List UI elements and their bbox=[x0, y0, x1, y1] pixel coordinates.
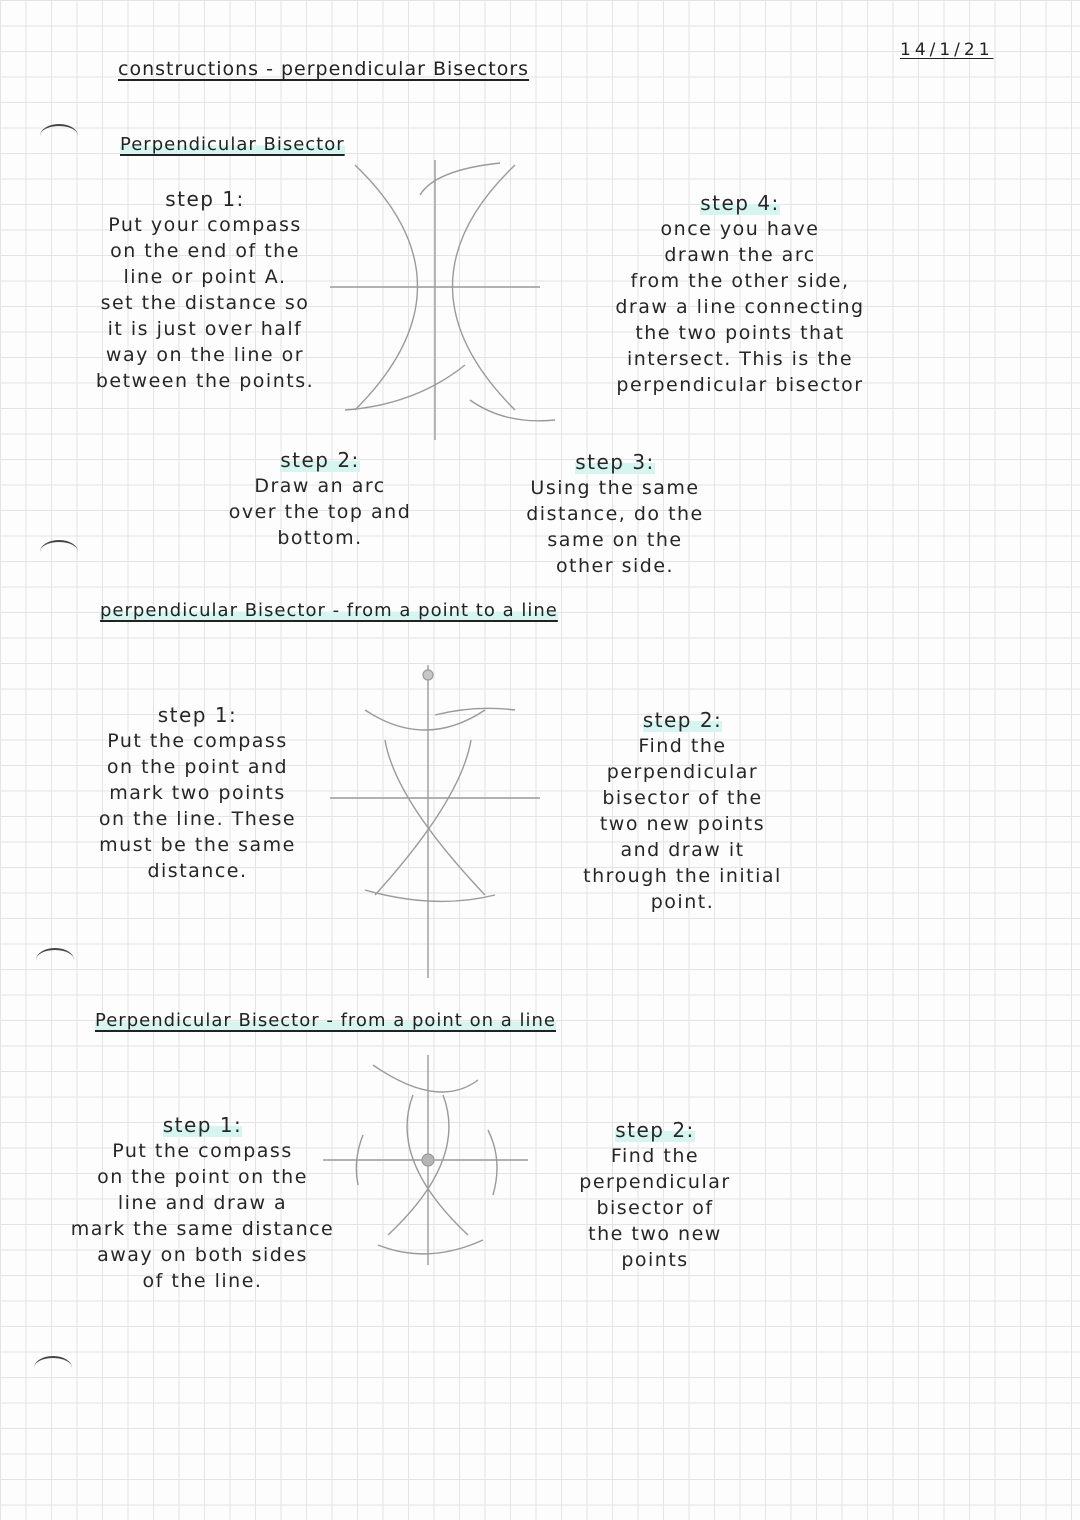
punch-hole bbox=[40, 540, 78, 564]
section-title: perpendicular Bisector - from a point to a line bbox=[100, 600, 558, 621]
section-title: Perpendicular Bisector - from a point on a line bbox=[95, 1010, 556, 1031]
page-title: constructions - perpendicular Bisectors bbox=[118, 58, 530, 80]
bisector-diagram-2 bbox=[325, 660, 545, 980]
step-text-block: step 2: Draw an arc over the top and bottom. bbox=[228, 448, 412, 549]
step-text-block: step 2: Find the perpendicular bisector of the two new points bbox=[579, 1118, 731, 1271]
punch-hole bbox=[40, 124, 78, 148]
step-text-block: step 4: once you have drawn the arc from the other side, draw a line connecting the two points that intersect. This is the perpendicular bisector bbox=[615, 191, 865, 396]
section-title: Perpendicular Bisector bbox=[120, 134, 345, 155]
step-text-block: step 3: Using the same distance, do the same on the other side. bbox=[526, 450, 704, 577]
punch-hole bbox=[34, 1356, 72, 1380]
punch-hole bbox=[36, 948, 74, 972]
step-text-block: step 1: Put the compass on the point on the line and draw a mark the same distance away on both sides of the line. bbox=[70, 1113, 335, 1292]
step-text-block: step 1: Put the compass on the point and mark two points on the line. These must be the same distance. bbox=[98, 703, 297, 882]
step-text-block: step 1: Put your compass on the end of the line or point A. set the distance so it is just over half way on the line or between the points. bbox=[95, 187, 315, 392]
page-date: 14/1/21 bbox=[900, 40, 994, 60]
step-text-block: step 2: Find the perpendicular bisector of the two new points and draw it through the initial point. bbox=[583, 708, 782, 913]
bisector-diagram-1 bbox=[325, 155, 585, 445]
bisector-diagram-3 bbox=[318, 1050, 538, 1270]
